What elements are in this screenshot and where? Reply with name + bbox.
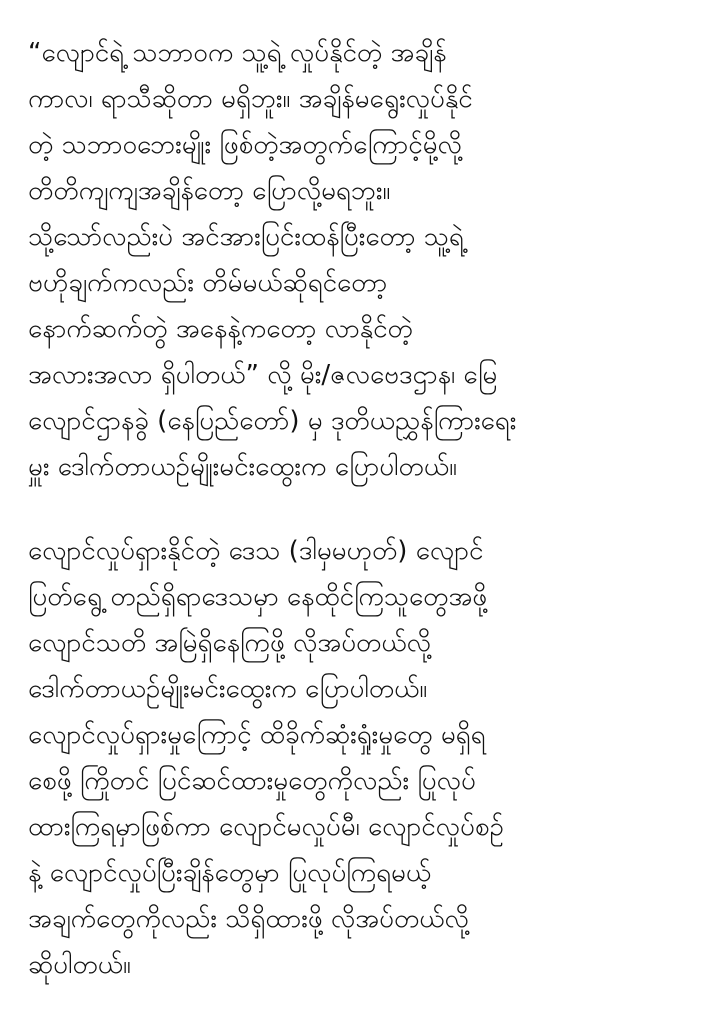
paragraph-quote [28,30,708,490]
text-line: တဲ့ သဘာဝဘေးမျိုး ဖြစ်တဲ့အတွက်ကြောင့်မို့လို့ [28,130,462,160]
text-line: စေဖို့ ကြိုတင် ပြင်ဆင်ထားမှုတွေကိုလည်း ပြုလုပ် [28,766,476,796]
text-line: ကာလ၊ ရာသီဆိုတာ မရှိဘူး။ အချိန်မရွေးလှုပ်နိုင် [28,84,473,114]
text-line: လျောင်လှုပ်ရှားနိုင်တဲ့ ဒေသ (ဒါမှမဟုတ်) လျောင် [28,536,484,566]
text-line: အချက်တွေကိုလည်း သိရှိထားဖို့ လိုအပ်တယ်လို့ [28,904,469,934]
text-line: ဆိုပါတယ်။ [28,950,131,980]
text-line: ဗဟိုချက်ကလည်း တိမ်မယ်ဆိုရင်တော့ [28,268,388,298]
text-line: လျောင်လှုပ်ရှားမှုကြောင့် ထိခိုက်ဆုံးရှုံးမှုတွေ မရှိရ [28,720,486,750]
text-line: ပြတ်ရွေ့ တည်ရှိရာဒေသမှာ နေထိုင်ကြသူတွေအဖို့ [28,582,488,612]
text-line: သို့သော်လည်းပဲ အင်အားပြင်းထန်ပြီးတော့ သူ့ရဲ့ [28,222,464,252]
text-line: ဒေါက်တာယဉ်မျိုးမင်းထွေးက ပြောပါတယ်။ [28,674,428,704]
text-line: မှူး ဒေါက်တာယဉ်မျိုးမင်းထွေးက ပြောပါတယ်။ [28,452,457,482]
text-line: “လျောင်ရဲ့ သဘာဝက သူ့ရဲ့ လှုပ်နိုင်တဲ့ အချိန် [28,38,447,68]
paragraph-advice [28,528,708,988]
text-line: ထားကြရမှာဖြစ်ကာ လျောင်မလှုပ်မီ၊ လျောင်လှုပ်စဉ် [28,812,504,842]
text-line: နဲ့ လျောင်လှုပ်ပြီးချိန်တွေမှာ ပြုလုပ်ကြရမယ့် [28,858,432,888]
text-line: တိတိကျကျအချိန်တော့ ပြောလို့မရဘူး။ [28,176,391,206]
text-line: လျောင်ဌာနခွဲ (နေပြည်တော်) မှ ဒုတိယညွှန်ကြားရေး [28,406,517,436]
text-line: လျောင်သတိ အမြဲရှိနေကြဖို့ လိုအပ်တယ်လို့ [28,628,431,658]
text-line: နောက်ဆက်တွဲ အနေနဲ့ကတော့ လာနိုင်တဲ့ [28,314,413,344]
text-line: အလားအလာ ရှိပါတယ်” လို့ မိုး/ဇလဗေဒဌာန၊ မြေ [28,360,498,390]
